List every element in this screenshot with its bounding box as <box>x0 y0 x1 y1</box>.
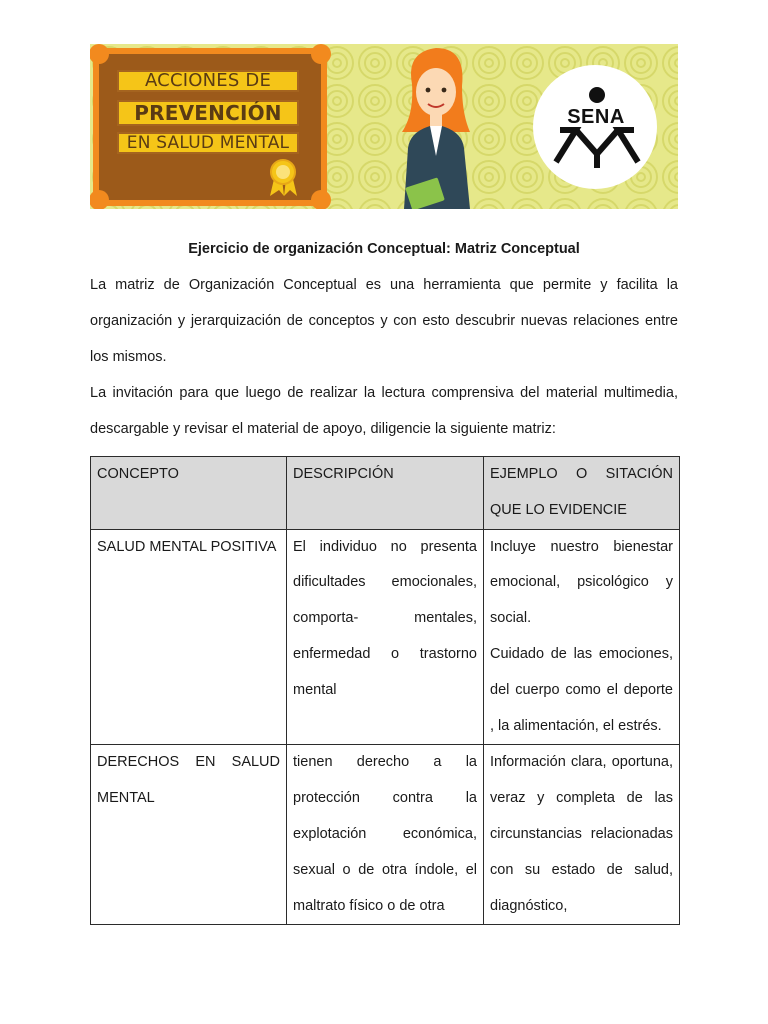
cell-descripcion: El individuo no presenta dificultades emocionales, comporta- mentales, enfermedad o trastorno mental <box>287 529 484 745</box>
cell-ejemplo-text: Información clara, oportuna, veraz y completa de las circunstancias relacionadas con su estado de salud, diagnóstico, <box>490 754 673 914</box>
sena-logo-text: SENA <box>567 106 625 128</box>
cell-descripcion-text: tienen derecho a la protección contra la explotación económica, sexual o de otra índole, el maltrato físico o de otra <box>293 754 477 914</box>
cell-descripcion <box>287 745 484 925</box>
cell-ejemplo-part-2: Cuidado de las emociones, del cuerpo como el deporte , la alimentación, el estrés. <box>490 645 673 734</box>
table-header-row <box>91 457 680 530</box>
banner-title-line-3: EN SALUD MENTAL <box>117 132 299 154</box>
concept-matrix-table <box>90 456 680 925</box>
banner-title-line-1: ACCIONES DE <box>117 70 299 92</box>
header-banner <box>90 44 678 209</box>
cell-ejemplo <box>484 529 680 745</box>
header-concepto: CONCEPTO <box>91 457 287 530</box>
instruction-paragraph: La invitación para que luego de realizar la lectura comprensiva del material multimedia, descargable y revisar el material de apoyo, diligencie la siguiente matriz: <box>90 385 678 437</box>
cell-ejemplo <box>484 745 680 925</box>
banner-title-line-2: PREVENCIÓN <box>117 100 299 126</box>
intro-paragraph: La matriz de Organización Conceptual es una herramienta que permite y facilita la organización y jerarquización de conceptos y con esto descubrir nuevas relaciones entre los mismos. <box>90 277 678 365</box>
table-row <box>91 529 680 745</box>
document-title: Ejercicio de organización Conceptual: Matriz Conceptual <box>188 241 580 257</box>
table-row <box>91 745 680 925</box>
cell-ejemplo-part-1: Incluye nuestro bienestar emocional, psicológico y social. <box>490 538 673 627</box>
header-descripcion: DESCRIPCIÓN <box>287 457 484 530</box>
cell-concepto: SALUD MENTAL POSITIVA <box>91 529 287 745</box>
cell-concepto: DERECHOS EN SALUD MENTAL <box>91 745 287 925</box>
header-ejemplo: EJEMPLO O SITACIÓN QUE LO EVIDENCIE <box>484 457 680 530</box>
